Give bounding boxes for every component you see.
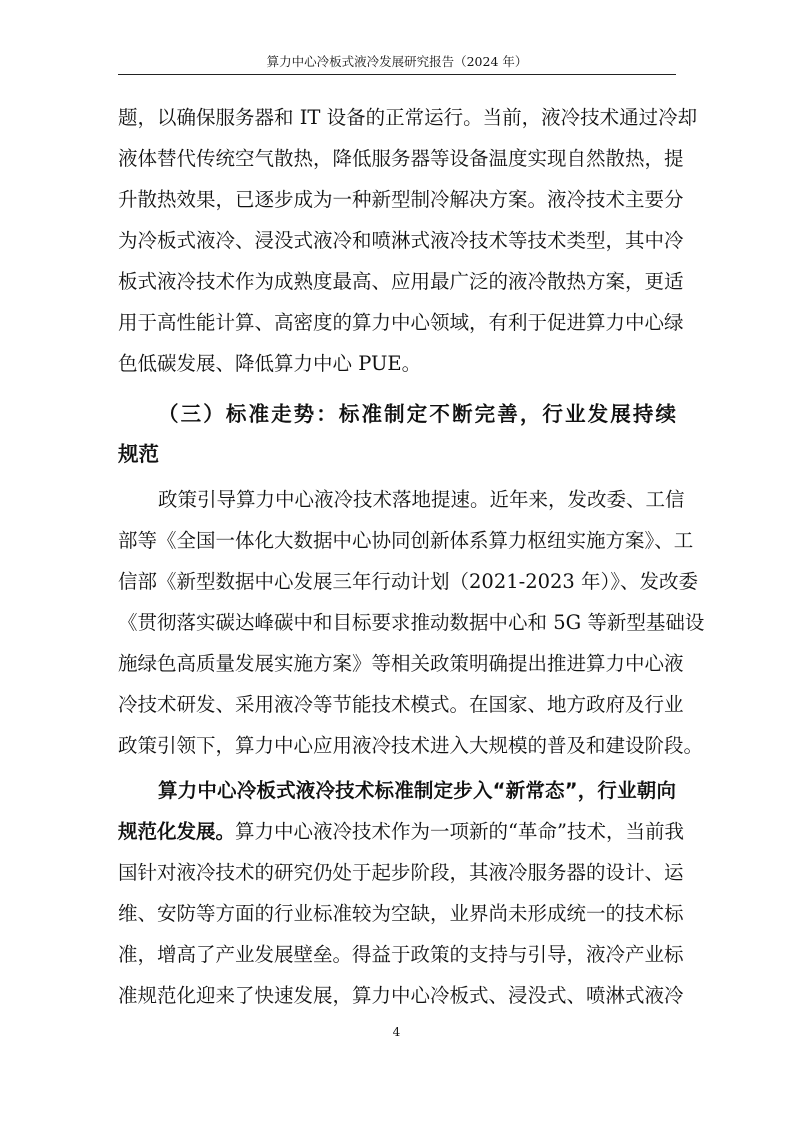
paragraph-3-line-5: 准，增高了产业发展壁垒。得益于政策的支持与引导，液冷产业标 — [118, 943, 684, 966]
paragraph-2-line-2: 部等《全国一体化大数据中心协同创新体系算力枢纽实施方案》、工 — [118, 529, 694, 552]
paragraph-1-line-5: 板式液冷技术作为成熟度最高、应用最广泛的液冷散热方案，更适 — [118, 270, 684, 293]
paragraph-2-line-6: 冷技术研发、采用液冷等节能技术模式。在国家、地方政府及行业 — [118, 693, 684, 716]
paragraph-1-line-4: 为冷板式液冷、浸没式液冷和喷淋式液冷技术等技术类型，其中冷 — [118, 229, 684, 252]
paragraph-2-line-1: 政策引导算力中心液冷技术落地提速。近年来，发改委、工信 — [158, 488, 685, 511]
paragraph-2-line-3: 信部《新型数据中心发展三年行动计划（2021-2023 年）》、发改委 — [118, 570, 699, 593]
paragraph-1-line-6: 用于高性能计算、高密度的算力中心领域，有利于促进算力中心绿 — [118, 311, 684, 334]
running-header-title: 算力中心冷板式液冷发展研究报告（2024 年） — [266, 54, 528, 69]
paragraph-3-line-4: 维、安防等方面的行业标准较为空缺，业界尚未形成统一的技术标 — [118, 902, 684, 925]
running-header — [118, 52, 676, 75]
paragraph-2-line-5: 施绿色高质量发展实施方案》等相关政策明确提出推进算力中心液 — [118, 652, 684, 675]
paragraph-3-line-1: 算力中心冷板式液冷技术标准制定步入“新常态”，行业朝向 — [158, 779, 676, 802]
paragraph-3-line-6: 准规范化迎来了快速发展，算力中心冷板式、浸没式、喷淋式液冷 — [118, 984, 684, 1007]
paragraph-2-line-4: 《贯彻落实碳达峰碳中和目标要求推动数据中心和 5G 等新型基础设 — [118, 611, 705, 634]
paragraph-1-line-3: 升散热效果，已逐步成为一种新型制冷解决方案。液冷技术主要分 — [118, 188, 684, 211]
paragraph-2-line-7: 政策引领下，算力中心应用液冷技术进入大规模的普及和建设阶段。 — [118, 734, 704, 757]
paragraph-3-lead-text: 规范化发展。 — [118, 820, 236, 843]
page-number: 4 — [392, 1025, 401, 1039]
paragraph-3-line-2 — [118, 818, 684, 846]
paragraph-3-line-2-rest: 算力中心液冷技术作为一项新的“革命”技术，当前我 — [235, 820, 684, 843]
paragraph-1-line-1: 题，以确保服务器和 IT 设备的正常运行。当前，液冷技术通过冷却 — [118, 106, 698, 129]
section-heading-line-2: 规范 — [118, 442, 159, 466]
paragraph-1-line-7: 色低碳发展、降低算力中心 PUE。 — [118, 352, 422, 375]
paragraph-1-line-2: 液体替代传统空气散热，降低服务器等设备温度实现自然散热，提 — [118, 147, 684, 170]
paragraph-3-line-3: 国针对液冷技术的研究仍处于起步阶段，其液冷服务器的设计、运 — [118, 861, 684, 884]
section-heading-line-1: （三）标准走势：标准制定不断完善，行业发展持续 — [158, 402, 676, 426]
